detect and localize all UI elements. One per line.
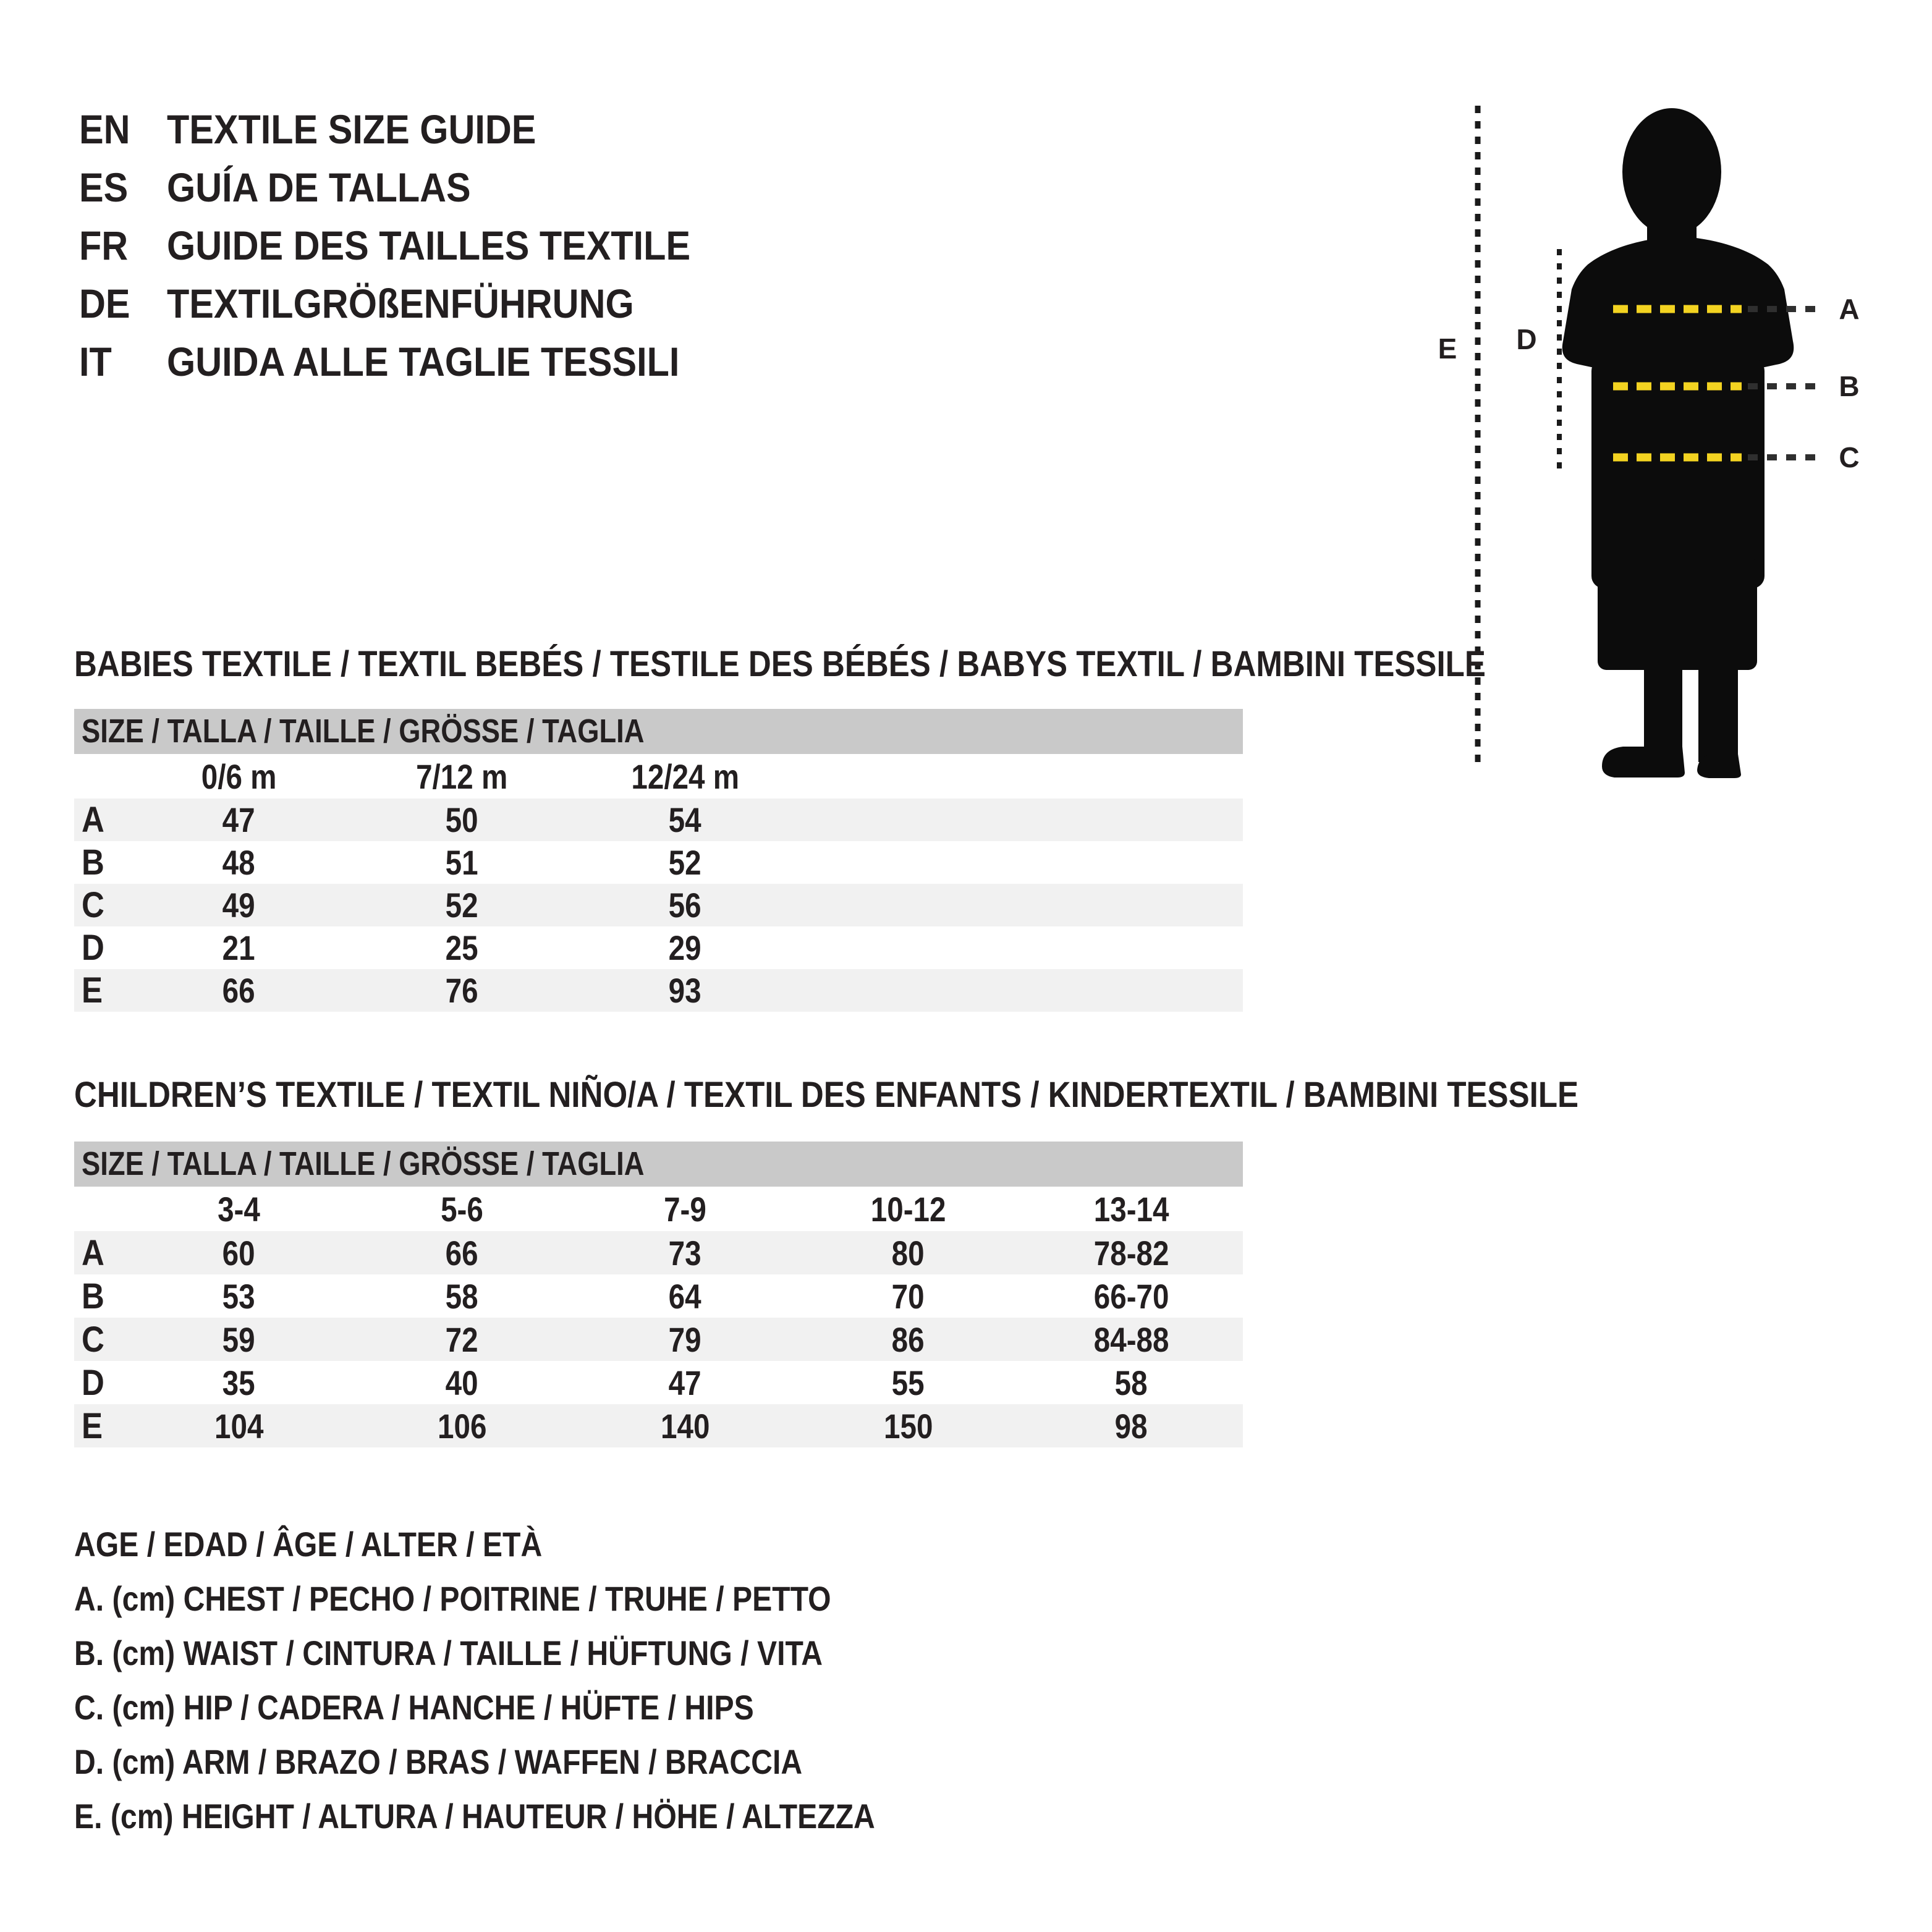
table-cell: 50 [446,800,478,839]
language-row-de [79,274,748,333]
guide-title-de: TEXTILGRÖßENFÜHRUNG [167,281,634,326]
table-cell: 84-88 [1093,1320,1169,1359]
language-row-fr [79,216,748,274]
table-cell: 93 [669,971,701,1010]
row-label: C [82,885,104,925]
table-row-a [74,1231,1243,1274]
legend-line-hip: C. (cm) HIP / CADERA / HANCHE / HÜFTE / HIPS [74,1688,754,1727]
guide-title-es: GUÍA DE TALLAS [167,164,471,210]
children-section-title [74,1072,1784,1118]
table-cell: 66-70 [1093,1276,1169,1316]
babies-size-table [74,709,1243,1012]
table-cell: 64 [669,1276,701,1316]
row-label: C [82,1319,104,1360]
table-cell: 140 [660,1406,710,1446]
table-row-c [74,884,1243,926]
table-row-b [74,1274,1243,1318]
table-cell: 54 [669,800,701,839]
language-title-list [79,100,748,391]
language-row-it [79,333,748,391]
table-cell: 98 [1115,1406,1148,1446]
table-cell: 51 [446,843,478,882]
table-cell: 76 [446,971,478,1010]
language-code: DE [79,281,130,326]
silhouette-torso-arms [1591,358,1765,588]
table-cell: 60 [222,1233,255,1273]
column-header: 5-6 [441,1189,483,1229]
measure-label-c: C [1839,441,1860,473]
table-cell: 25 [446,928,478,967]
table-cell: 78-82 [1093,1233,1169,1273]
legend-line-chest: A. (cm) CHEST / PECHO / POITRINE / TRUHE / PETTO [74,1579,831,1618]
legend-line-height: E. (cm) HEIGHT / ALTURA / HAUTEUR / HÖHE / ALTEZZA [74,1797,875,1836]
language-row-es [79,158,748,216]
column-header: 7/12 m [416,756,508,796]
language-code: ES [79,164,129,210]
measure-label-b: B [1839,370,1860,402]
size-header-text: SIZE / TALLA / TAILLE / GRÖSSE / TAGLIA [82,1145,645,1182]
table-cell: 106 [437,1406,487,1446]
row-label: D [82,928,104,968]
column-header: 13-14 [1093,1189,1169,1229]
column-header: 0/6 m [201,756,277,796]
babies-column-header-row [74,754,1243,799]
babies-section-title-text: BABIES TEXTILE / TEXTIL BEBÉS / TESTILE DES BÉBÉS / BABYS TEXTIL / BAMBINI TESSILE [74,644,1486,684]
table-cell: 55 [892,1363,925,1402]
row-label: D [82,1362,104,1403]
row-label: E [82,1405,103,1446]
language-code: EN [79,106,130,152]
children-column-header-row [74,1187,1243,1231]
children-size-header-bar [74,1142,1243,1187]
language-row-en [79,100,748,158]
silhouette-left-shoe [1602,747,1685,777]
table-cell: 47 [222,800,255,839]
table-cell: 70 [892,1276,925,1316]
children-size-table [74,1142,1243,1447]
table-cell: 49 [222,886,255,925]
table-cell: 52 [446,886,478,925]
language-code: FR [79,222,129,268]
column-header: 7-9 [664,1189,706,1229]
measure-label-e: E [1438,333,1457,365]
table-cell: 52 [669,843,701,882]
table-cell: 66 [446,1233,478,1273]
guide-title-fr: GUIDE DES TAILLES TEXTILE [167,222,691,268]
table-row-a [74,799,1243,841]
measurement-legend [74,1517,1006,1844]
column-header: 10-12 [870,1189,946,1229]
table-cell: 21 [222,928,255,967]
table-cell: 86 [892,1320,925,1359]
row-label: E [82,970,103,1010]
row-label: A [82,1232,104,1273]
legend-line-age: AGE / EDAD / ÂGE / ALTER / ETÀ [74,1525,543,1564]
children-section-title-text: CHILDREN’S TEXTILE / TEXTIL NIÑO/A / TEXTIL DES ENFANTS / KINDERTEXTIL / BAMBINI TESSILE [74,1075,1579,1115]
table-cell: 150 [883,1406,933,1446]
silhouette-right-leg [1698,664,1738,762]
column-header: 12/24 m [631,756,739,796]
row-label: B [82,1276,104,1316]
row-label: B [82,842,104,883]
legend-line-arm: D. (cm) ARM / BRAZO / BRAS / WAFFEN / BRACCIA [74,1742,803,1781]
table-cell: 58 [1115,1363,1148,1402]
table-cell: 35 [222,1363,255,1402]
table-cell: 53 [222,1276,255,1316]
table-cell: 40 [446,1363,478,1402]
guide-title-en: TEXTILE SIZE GUIDE [167,106,536,152]
table-row-e [74,969,1243,1012]
legend-line-waist: B. (cm) WAIST / CINTURA / TAILLE / HÜFTUNG / VITA [74,1633,823,1672]
table-cell: 104 [214,1406,264,1446]
table-cell: 80 [892,1233,925,1273]
row-label: A [82,800,104,840]
table-row-c [74,1318,1243,1361]
table-cell: 47 [669,1363,701,1402]
language-code: IT [79,339,112,384]
guide-title-it: GUIDA ALLE TAGLIE TESSILI [167,339,680,384]
table-cell: 59 [222,1320,255,1359]
measure-label-a: A [1839,293,1860,325]
size-header-text: SIZE / TALLA / TAILLE / GRÖSSE / TAGLIA [82,713,645,750]
measure-label-d: D [1516,323,1537,355]
table-cell: 73 [669,1233,701,1273]
table-row-b [74,841,1243,884]
table-cell: 58 [446,1276,478,1316]
column-header: 3-4 [218,1189,260,1229]
table-cell: 72 [446,1320,478,1359]
table-cell: 56 [669,886,701,925]
table-cell: 79 [669,1320,701,1359]
babies-section-title [74,642,1678,687]
silhouette-right-shoe [1697,754,1741,778]
table-cell: 29 [669,928,701,967]
table-row-d [74,926,1243,969]
table-cell: 66 [222,971,255,1010]
babies-size-header-bar [74,709,1243,754]
table-row-d [74,1361,1243,1404]
table-cell: 48 [222,843,255,882]
table-row-e [74,1404,1243,1447]
